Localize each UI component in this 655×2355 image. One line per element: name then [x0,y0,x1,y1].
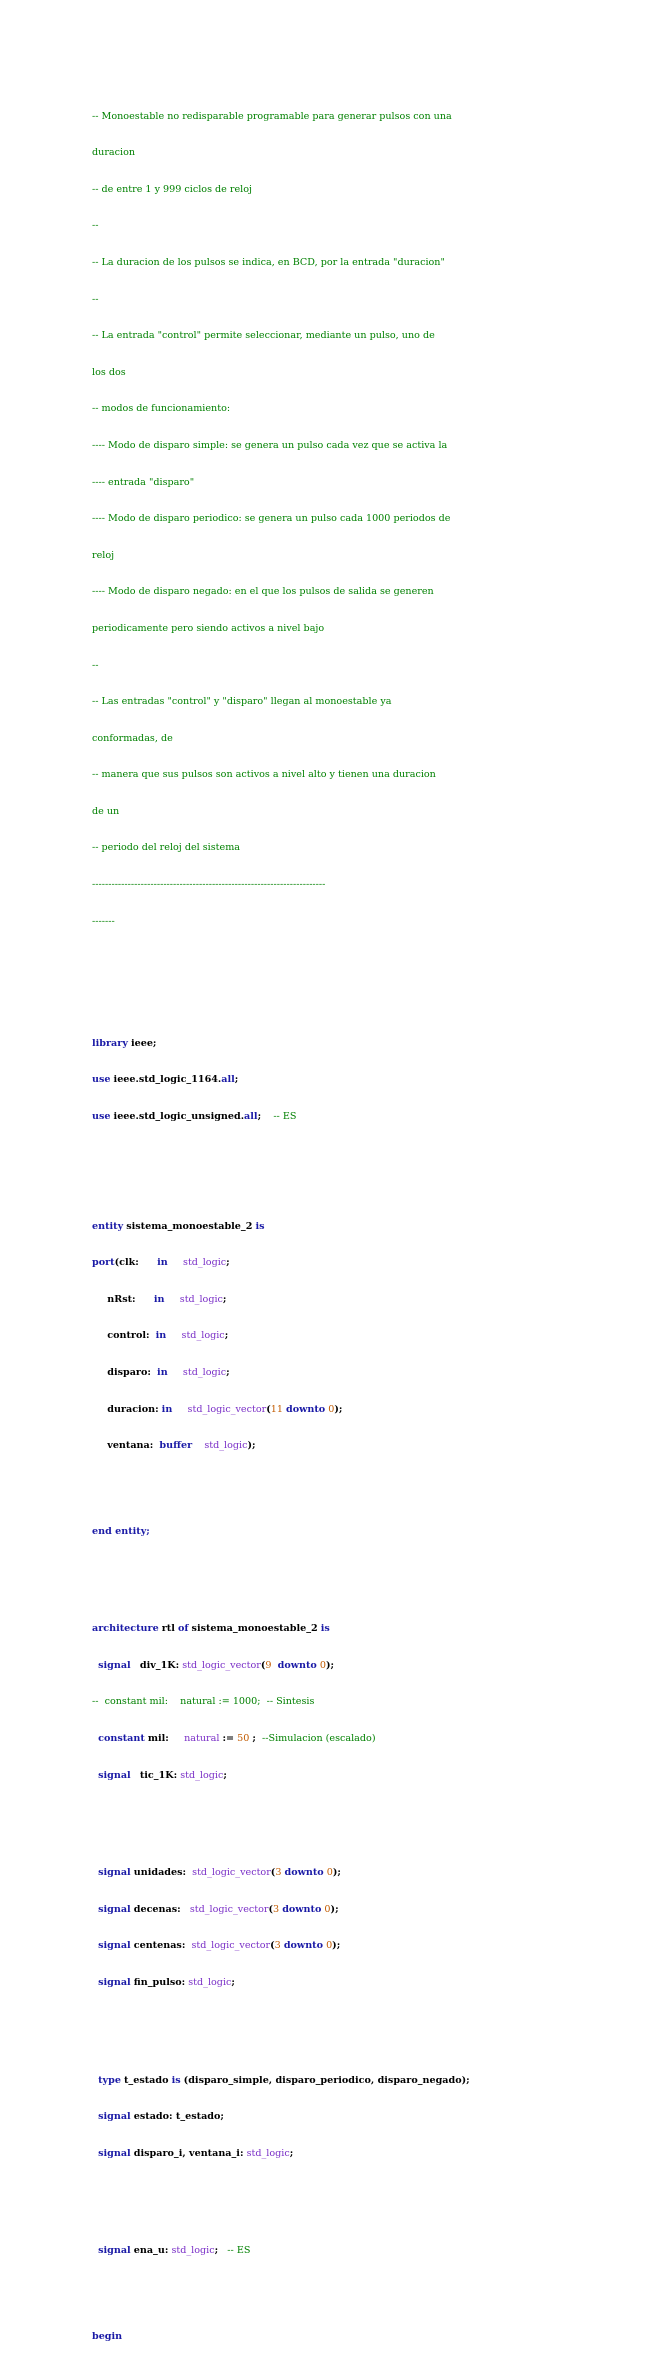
keyword: signal [98,1659,131,1671]
number: 9 [265,1659,272,1671]
signal-type: std_logic [171,2245,215,2257]
inline-comment: -- ES [227,2245,251,2257]
port-name: disparo: [107,1367,151,1379]
port-direction: in [157,1257,168,1269]
number: 0 [328,1403,335,1415]
punctuation: ); [332,1867,341,1879]
type-values: (disparo_simple, disparo_periodico, disparo_negado); [183,2074,470,2086]
keyword: signal [98,1867,131,1879]
port-name: control: [107,1330,150,1342]
keyword: signal [98,1903,131,1915]
use-line [92,1074,582,1086]
punctuation: ); [334,1403,343,1415]
number: 11 [270,1403,283,1415]
signal-name: div_1K: [139,1659,180,1671]
keyword: downto [277,1659,317,1671]
signal-type: std_logic_vector [192,1867,271,1879]
comment-line: -- La duracion de los pulsos se indica, en BCD, por la entrada "duracion" [92,256,445,268]
signal-type: std_logic [188,1976,232,1988]
keyword: signal [98,1976,131,1988]
port-name: duracion: [107,1403,159,1415]
comment-line: -- de entre 1 y 999 ciclos de reloj [92,183,252,195]
constant-line [92,1733,582,1745]
signal-name: tic_1K: [139,1769,178,1781]
keyword: all [221,1074,235,1086]
port-direction: in [155,1330,167,1342]
keyword: downto [282,1903,322,1915]
comment-line: reloj [92,549,115,561]
commented-constant: -- constant mil: natural := 1000; -- Sintesis [92,1696,315,1708]
comment-line: conformadas, de [92,732,173,744]
port-type: std_logic [181,1330,225,1342]
port-direction: in [161,1403,173,1415]
port-type: std_logic [179,1293,223,1305]
signal-type: std_logic_vector [189,1903,269,1915]
architecture-header [92,1623,582,1635]
entity-name: sistema_monoestable_2 [126,1220,253,1232]
inline-comment: -- ES [273,1110,297,1122]
port-line [92,1367,582,1379]
keyword: all [244,1110,258,1122]
keyword: signal [98,1769,131,1781]
comment-line: -- [92,220,99,232]
signal-name: unidades: [133,1867,187,1879]
port-line [92,1294,582,1306]
punctuation: ; [214,2245,219,2257]
keyword: signal [98,2147,131,2159]
keyword: signal [98,2111,131,2123]
keyword: library [92,1037,128,1049]
signal-name: centenas: [133,1940,186,1952]
inline-comment: --Simulacion (escalado) [262,1732,376,1744]
keyword: use [92,1110,111,1122]
punctuation: ( [268,1903,274,1915]
port-type: std_logic [182,1367,227,1379]
keyword: type [98,2074,121,2086]
punctuation: ; [252,1732,256,1744]
port-type: std_logic [183,1257,227,1269]
keyword: is [171,2074,181,2086]
keyword: port [92,1257,115,1269]
identifier: ieee; [130,1037,157,1049]
comment-line: ---- Modo de disparo negado: en el que los pulsos de salida se generen [92,586,434,598]
port-direction: buffer [159,1440,193,1452]
comment-line: ---- entrada "disparo" [92,476,195,488]
port-line [92,1440,582,1452]
use-line [92,1111,582,1123]
signal-type: std_logic_vector [182,1659,261,1671]
port-type: std_logic_vector [187,1403,267,1415]
comment-line: -- modos de funcionamiento: [92,403,231,415]
punctuation: ; [289,2147,294,2159]
punctuation: ; [234,1074,239,1086]
vhdl-code-listing [92,74,582,2355]
signal-declaration: estado: t_estado; [133,2111,224,2123]
signal-line [92,1940,582,1952]
keyword: of [177,1623,189,1635]
punctuation: ( [260,1659,266,1671]
punctuation: ); [247,1440,256,1452]
signal-line [92,1867,582,1879]
keyword: is [320,1623,330,1635]
keyword: architecture [92,1623,159,1635]
comment-line: los dos [92,366,126,378]
number: 0 [319,1659,326,1671]
entity-name: sistema_monoestable_2 [191,1623,318,1635]
begin-keyword: begin [92,2330,123,2342]
punctuation: ); [332,1940,341,1952]
signal-line [92,2245,582,2257]
identifier: ieee.std_logic_1164. [113,1074,222,1086]
constant-type: natural [184,1732,220,1744]
number: 3 [274,1940,281,1952]
keyword: signal [98,1940,131,1952]
keyword: entity [92,1220,124,1232]
type-name: t_estado [124,2074,169,2086]
port-name: nRst: [107,1293,136,1305]
signal-line [92,1660,582,1672]
signal-type: std_logic [180,1769,224,1781]
signal-type: std_logic [246,2147,290,2159]
architecture-name: rtl [161,1623,175,1635]
keyword: signal [98,2245,131,2257]
signal-line [92,1770,582,1782]
identifier: ieee.std_logic_unsigned. [113,1110,245,1122]
keyword: downto [284,1867,324,1879]
comment-line: duracion [92,147,136,159]
number: 0 [326,1867,333,1879]
port-direction: in [157,1367,168,1379]
comment-line: -- La entrada "control" permite seleccionar, mediante un pulso, uno de [92,330,435,342]
port-type: std_logic [204,1440,248,1452]
keyword: use [92,1074,111,1086]
keyword: downto [283,1940,323,1952]
punctuation: ; [226,1367,230,1379]
punctuation: ; [231,1976,235,1988]
port-line [92,1330,582,1342]
signal-name: fin_pulso: [133,1976,186,1988]
signal-line [92,1904,582,1916]
punctuation: ; [226,1257,230,1269]
keyword: is [255,1220,265,1232]
signal-line [92,2148,582,2160]
punctuation: ( [266,1403,271,1415]
punctuation: ); [330,1903,339,1915]
punctuation: ; [224,1330,229,1342]
port-direction: in [153,1293,165,1305]
punctuation: ; [222,1293,227,1305]
comment-line: de un [92,805,120,817]
keyword: constant [98,1732,145,1744]
comment-line: -- Monoestable no redisparable programable para generar pulsos con una [92,110,452,122]
comment-line: -- [92,659,99,671]
comment-line: -- Las entradas "control" y "disparo" llegan al monoestable ya [92,696,392,708]
port-line [92,1404,582,1416]
comment-line: ------------------------------------------------------------------------ [92,879,326,891]
number: 50 [237,1732,250,1744]
punctuation: ( [114,1257,120,1269]
punctuation: ); [325,1659,335,1671]
comment-line: -- periodo del reloj del sistema [92,842,241,854]
end-entity: end entity; [92,1525,150,1537]
punctuation: ( [270,1867,276,1879]
punctuation: ( [270,1940,275,1952]
signal-name: ena_u: [133,2245,169,2257]
library-line [92,1038,582,1050]
number: 3 [275,1867,282,1879]
signal-line [92,1977,582,1989]
type-declaration [92,2075,582,2087]
comment-line: -- [92,293,99,305]
keyword: downto [286,1403,326,1415]
comment-line: ---- Modo de disparo simple: se genera un pulso cada vez que se activa la [92,439,448,451]
port-name: ventana: [107,1440,154,1452]
comment-line: ------- [92,915,115,927]
signal-name: disparo_i, ventana_i: [133,2147,244,2159]
entity-header [92,1221,582,1233]
port-name: clk: [119,1257,139,1269]
port-line [92,1257,582,1269]
punctuation: ; [257,1110,262,1122]
number: 3 [273,1903,280,1915]
number: 0 [324,1903,331,1915]
signal-name: decenas: [133,1903,181,1915]
signal-type: std_logic_vector [191,1940,271,1952]
number: 0 [326,1940,333,1952]
comment-line: ---- Modo de disparo periodico: se genera un pulso cada 1000 periodos de [92,513,451,525]
constant-name: mil: [147,1732,169,1744]
operator: := [222,1732,235,1744]
punctuation: ; [223,1769,227,1781]
comment-line: -- manera que sus pulsos son activos a nivel alto y tienen una duracion [92,769,436,781]
comment-line: periodicamente pero siendo activos a nivel bajo [92,622,325,634]
signal-line [92,2111,582,2123]
